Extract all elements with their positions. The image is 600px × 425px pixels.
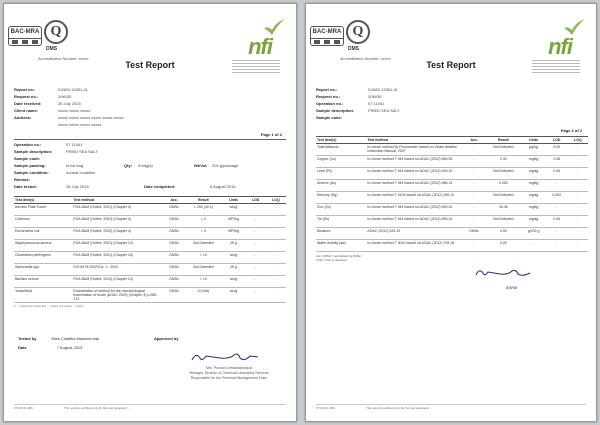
table-cell: FDA-BAM (Online, 2012) (Chapter 14) bbox=[72, 276, 163, 288]
page-number: Page 2 of 2 bbox=[560, 128, 582, 133]
operation-no-value: 07 11041 bbox=[368, 101, 385, 106]
table-cell: - bbox=[546, 228, 568, 240]
table-cell: DMSc bbox=[463, 228, 485, 240]
table-cell: In-house method T 944 based on AOAC (2012) 985.16 bbox=[366, 216, 463, 228]
address-line-2: xxxxx xxxxx xxxxx xxxxx bbox=[58, 122, 102, 127]
footnote-accredited: Acc. DMSc = accredited by DMSc bbox=[316, 254, 362, 258]
table-row bbox=[14, 288, 286, 303]
table-cell: Not Detected bbox=[185, 264, 221, 276]
sample-info-block bbox=[14, 141, 284, 190]
sample-description-label: Sample description: bbox=[14, 149, 53, 154]
table-cell: - bbox=[266, 288, 286, 303]
date-completed-value: 6 August 2015 bbox=[210, 184, 236, 189]
report-title: Test Report bbox=[426, 60, 476, 70]
footer-divider bbox=[14, 404, 286, 405]
page-number: Page 1 of 2 bbox=[260, 132, 282, 137]
table-cell: AOAC (2012) 925.10 bbox=[366, 228, 463, 240]
table-cell: Bacillus cereus bbox=[14, 276, 72, 288]
column-header: Test item(s) bbox=[14, 197, 72, 204]
date-received-label: Date received: bbox=[14, 101, 42, 106]
divider bbox=[14, 139, 286, 140]
report-title: Test Report bbox=[125, 60, 175, 70]
sample-code-label: Sample code: bbox=[14, 156, 41, 161]
table-cell: - bbox=[246, 204, 266, 216]
operation-no-label: Operation no.: bbox=[316, 101, 344, 106]
report-no-value: D1583-13351-01 bbox=[58, 87, 89, 92]
accreditation-number: Accreditation Number: xxxxx bbox=[340, 56, 391, 61]
form-number: FT-RF-01-006 bbox=[14, 406, 33, 410]
table-cell: 0.26 bbox=[485, 240, 521, 252]
date-label: Date bbox=[18, 345, 27, 350]
date-tested-label: Date tested: bbox=[14, 184, 37, 189]
dmsc-logo-label: DMS bbox=[46, 46, 58, 52]
table-cell: - bbox=[463, 144, 485, 156]
table-row bbox=[14, 252, 286, 264]
table-row bbox=[316, 144, 588, 156]
table-cell: - bbox=[246, 240, 266, 252]
table-cell: - bbox=[568, 192, 588, 204]
dmsc-q-logo: Q bbox=[44, 20, 68, 44]
table-cell: µg/kg bbox=[521, 144, 545, 156]
table-cell: DMSc bbox=[163, 240, 185, 252]
table-cell: 10 (est) bbox=[185, 288, 221, 303]
report-info-block bbox=[316, 86, 586, 121]
table-cell: 0.08 bbox=[546, 156, 568, 168]
table-cell: - bbox=[568, 168, 588, 180]
column-header: LOD bbox=[246, 197, 266, 204]
report-no-label: Report no.: bbox=[316, 87, 338, 92]
table-cell: - bbox=[568, 144, 588, 156]
table-cell: 0.002 bbox=[546, 192, 568, 204]
table-row bbox=[316, 216, 588, 228]
bac-mra-logo-text: BAC-MRA bbox=[312, 29, 342, 35]
table-cell: Not Detected bbox=[485, 192, 521, 204]
table-cell: < 10 bbox=[185, 276, 221, 288]
table-cell: - bbox=[463, 168, 485, 180]
table-cell: - bbox=[568, 180, 588, 192]
report-no-value: D1583-13351-01 bbox=[368, 87, 399, 92]
table-cell: - bbox=[266, 252, 286, 264]
table-cell: - bbox=[246, 276, 266, 288]
table-header-row bbox=[14, 197, 286, 204]
table-row bbox=[316, 168, 588, 180]
table-cell: - bbox=[246, 216, 266, 228]
column-header: Test item(s) bbox=[316, 137, 366, 144]
footer-note: The result is certified only for the test sample(s)... bbox=[64, 406, 130, 410]
table-cell: Enumeration of method for the microbiological examination of foods (AOAC 2002) (Chapter 3) p.289-213 bbox=[72, 288, 163, 303]
operation-no-label: Operation no.: bbox=[14, 142, 42, 147]
client-name-value: xxxxx xxxxx xxxxx bbox=[58, 108, 91, 113]
table-cell: Water Activity (aw) bbox=[316, 240, 366, 252]
request-no-label: Request no.: bbox=[14, 94, 39, 99]
table-cell: cfu/g bbox=[222, 276, 246, 288]
table-cell: - bbox=[463, 240, 485, 252]
table-cell: < 10 bbox=[185, 252, 221, 264]
table-cell: 5.00 bbox=[546, 144, 568, 156]
column-header: LOQ bbox=[568, 137, 588, 144]
sample-packing-value: in foil bag bbox=[66, 163, 84, 168]
table-cell: FDA-BAM (Online, 2002) (Chapter 4) bbox=[72, 228, 163, 240]
table-cell: In-house method T 944 based on AOAC (2012) 999.10 bbox=[366, 168, 463, 180]
column-header: Units bbox=[222, 197, 246, 204]
table-row bbox=[14, 276, 286, 288]
table-cell: - bbox=[568, 240, 588, 252]
signature-date: 8/8/58 bbox=[506, 285, 518, 290]
operation-no-value: 07 11041 bbox=[66, 142, 83, 147]
bac-mra-logo bbox=[310, 26, 344, 46]
column-header: LOD bbox=[546, 137, 568, 144]
date-received-value: 26 July 2015 bbox=[58, 101, 81, 106]
table-row bbox=[316, 240, 588, 252]
client-name-label: Client name: bbox=[14, 108, 39, 113]
column-header: Result bbox=[485, 137, 521, 144]
table-cell: Total Aflatoxin bbox=[316, 144, 366, 156]
table-cell: Clostridium perfringens bbox=[14, 252, 72, 264]
table-cell: In-house method by Fluorometer based on Vicam Aflatest Instruction Manual, 2007 bbox=[366, 144, 463, 156]
table-cell: < 3 bbox=[185, 228, 221, 240]
table-cell: - bbox=[246, 252, 266, 264]
table-cell: In-house method T 944 based on AOAC (2012) 969.32 bbox=[366, 204, 463, 216]
table-cell: Moisture bbox=[316, 228, 366, 240]
initials-signature bbox=[474, 266, 534, 282]
report-info-block bbox=[14, 86, 284, 128]
table-cell: 4.90 bbox=[485, 228, 521, 240]
table-cell: In-house method T 9010 based on AOAC (2012) 978.18 bbox=[366, 240, 463, 252]
request-no-label: Request no.: bbox=[316, 94, 341, 99]
tested-by-value: Miss Chalitha Ataamornrap bbox=[51, 336, 100, 341]
table-row bbox=[316, 156, 588, 168]
table-cell: FDA-BAM (Online, 2001) (Chapter 3) bbox=[72, 204, 163, 216]
table-cell: - bbox=[568, 156, 588, 168]
table-cell: Salmonella spp. bbox=[14, 264, 72, 276]
table-cell: Not Detected bbox=[485, 144, 521, 156]
approver-name: Mrs. Poonsri Leelawatcharpai bbox=[205, 366, 253, 370]
table-cell: 0.30 bbox=[485, 156, 521, 168]
bac-mra-logo-text: BAC-MRA bbox=[10, 29, 40, 35]
sample-description-label: Sample description: bbox=[316, 108, 355, 113]
nfi-logo-text: nfi bbox=[248, 34, 272, 59]
nfi-logo bbox=[534, 18, 588, 66]
table-cell: mg/kg bbox=[521, 204, 545, 216]
table-cell: - bbox=[463, 180, 485, 192]
table-cell: Mercury (Hg) bbox=[316, 192, 366, 204]
bac-mra-logo bbox=[8, 26, 42, 46]
table-cell: mg/kg bbox=[521, 216, 545, 228]
table-cell: FDA-BAM (Online, 2001) (Chapter 16) bbox=[72, 252, 163, 264]
table-cell: Escherichia coli bbox=[14, 228, 72, 240]
date-completed-label: Date completed: bbox=[144, 184, 176, 189]
table-cell: - bbox=[521, 240, 545, 252]
table-cell: 0.053 bbox=[485, 180, 521, 192]
sample-code-label: Sample code: bbox=[316, 115, 343, 120]
column-header: LOQ bbox=[266, 197, 286, 204]
table-cell: - bbox=[246, 288, 266, 303]
approver-details bbox=[174, 366, 284, 381]
table-cell: - bbox=[568, 204, 588, 216]
table-cell: - bbox=[568, 228, 588, 240]
table-cell: Not Detected bbox=[485, 168, 521, 180]
table-cell: - bbox=[246, 228, 266, 240]
table-cell: In-house method T 944 based on AOAC (2012) 985.35 bbox=[366, 156, 463, 168]
tested-by-label: Tested by bbox=[18, 336, 37, 341]
table-cell: - bbox=[266, 204, 286, 216]
form-number: FT-RF-01-006 bbox=[316, 406, 335, 410]
table-cell: FDA-BAM (Online, 2002) (Chapter 4) bbox=[72, 216, 163, 228]
table-cell: mg/kg bbox=[521, 156, 545, 168]
table-row bbox=[14, 264, 286, 276]
table-cell: Yeast/Mold bbox=[14, 288, 72, 303]
table-cell: FDA-BAM (Online, 2001) (Chapter 12) bbox=[72, 240, 163, 252]
table-cell: Aerobic Plate Count bbox=[14, 204, 72, 216]
table-cell: - bbox=[546, 240, 568, 252]
address-label: Address: bbox=[14, 115, 32, 120]
report-page-1 bbox=[3, 3, 297, 422]
table-cell: Zinc (Zn) bbox=[316, 204, 366, 216]
sample-description-value: FRIED SEA SALT bbox=[368, 108, 400, 113]
sample-packing-label: Sample packing: bbox=[14, 163, 46, 168]
table-cell: g/100 g bbox=[521, 228, 545, 240]
dmsc-logo-label: DMS bbox=[348, 46, 360, 52]
column-header: Acc. bbox=[463, 137, 485, 144]
dmsc-q-logo: Q bbox=[346, 20, 370, 44]
date-value: 7 August 2015 bbox=[56, 345, 83, 350]
table-cell: DMSc bbox=[163, 228, 185, 240]
table-cell: DMSc bbox=[163, 288, 185, 303]
column-header: Units bbox=[521, 137, 545, 144]
wt-vol-value: 200 g/package bbox=[212, 163, 239, 168]
table-cell: Arsenic (As) bbox=[316, 180, 366, 192]
table-row bbox=[316, 204, 588, 216]
table-cell: DMSc bbox=[163, 264, 185, 276]
table-row bbox=[14, 240, 286, 252]
table-cell: mg/kg bbox=[521, 180, 545, 192]
table-row bbox=[316, 180, 588, 192]
results-table-page-1 bbox=[14, 196, 286, 303]
footnotes bbox=[316, 254, 516, 262]
table-cell: - bbox=[266, 240, 286, 252]
table-cell: - bbox=[546, 180, 568, 192]
table-cell: cfu/g bbox=[222, 204, 246, 216]
approver-title-1: Manager, Division of Chemical Laboratory Services bbox=[189, 371, 269, 375]
table-row bbox=[14, 228, 286, 240]
table-cell: MPN/g bbox=[222, 216, 246, 228]
table-row bbox=[14, 216, 286, 228]
sample-condition-value: normal condition bbox=[66, 170, 96, 175]
table-cell: Copper (Cu) bbox=[316, 156, 366, 168]
table-cell: Not Detected bbox=[485, 216, 521, 228]
results-table-page-2 bbox=[316, 136, 588, 252]
date-tested-value: 28 July 2015 bbox=[66, 184, 89, 189]
table-cell: cfu/g bbox=[222, 288, 246, 303]
table-cell: - bbox=[266, 216, 286, 228]
qty-value: 4 bag(s) bbox=[138, 163, 153, 168]
table-cell: Staphylococcus aureus bbox=[14, 240, 72, 252]
tested-by-block bbox=[18, 334, 100, 352]
table-cell: mg/kg bbox=[521, 168, 545, 180]
table-cell: 0.06 bbox=[546, 168, 568, 180]
table-row bbox=[14, 204, 286, 216]
table-cell: - bbox=[246, 264, 266, 276]
table-cell: DMSc bbox=[163, 252, 185, 264]
table-cell: - bbox=[463, 216, 485, 228]
sample-condition-label: Sample condition: bbox=[14, 170, 49, 175]
table-cell: - bbox=[266, 228, 286, 240]
column-header: Result bbox=[185, 197, 221, 204]
approver-signature bbox=[190, 350, 260, 366]
table-cell: < 250 (40 ±) bbox=[185, 204, 221, 216]
table-cell: mg/kg bbox=[521, 192, 545, 204]
table-cell: Tin (Sn) bbox=[316, 216, 366, 228]
address-value: xxxxx xxxxx xxxxx xxxxx xxxxx xxxxx bbox=[58, 115, 124, 120]
table-cell: Not Detected bbox=[185, 240, 221, 252]
table-cell: 25 g bbox=[222, 240, 246, 252]
accreditation-number: Accreditation Number: xxxxx bbox=[38, 56, 89, 61]
request-no-value: 2/96/30 bbox=[58, 94, 72, 99]
report-no-label: Report no.: bbox=[14, 87, 36, 92]
wt-vol-label: Wt/Vol: bbox=[194, 163, 208, 168]
approved-by-label-block bbox=[154, 334, 178, 343]
table-cell: 0.06 bbox=[546, 216, 568, 228]
table-cell: In-house method T 944 based on AOAC (2012) 986.15 bbox=[366, 180, 463, 192]
column-header: Test method bbox=[72, 197, 163, 204]
footnote-lod: LOD = limit of detection bbox=[316, 258, 348, 262]
table-row bbox=[316, 192, 588, 204]
sample-description-value: FRIED SEA SALT bbox=[66, 149, 98, 154]
table-row bbox=[316, 228, 588, 240]
table-cell: 25 g bbox=[222, 264, 246, 276]
table-cell: ISO 6579:2002/Cor. 1 : 2004 bbox=[72, 264, 163, 276]
table-cell: 18.45 bbox=[485, 204, 521, 216]
approver-title-2: Responsible for the Technical Management Team bbox=[190, 376, 268, 380]
remark-label: Remark: bbox=[14, 177, 31, 182]
table-cell: - bbox=[546, 204, 568, 216]
table-cell: - bbox=[266, 264, 286, 276]
table-cell: < 3 bbox=[185, 216, 221, 228]
table-cell: MPN/g bbox=[222, 228, 246, 240]
table-cell: - bbox=[463, 192, 485, 204]
column-header: Test method bbox=[366, 137, 463, 144]
column-header: Acc. bbox=[163, 197, 185, 204]
request-no-value: 2/96/30 bbox=[368, 94, 382, 99]
report-page-2 bbox=[305, 3, 597, 422]
table-header-row bbox=[316, 137, 588, 144]
qty-label: Qty: bbox=[124, 163, 132, 168]
table-cell: - bbox=[568, 216, 588, 228]
table-cell: Coliforms bbox=[14, 216, 72, 228]
table-cell: - bbox=[266, 276, 286, 288]
footer-note: The result is certified only for the test sample(s)... bbox=[366, 406, 432, 410]
table-cell: - bbox=[463, 204, 485, 216]
table-cell: DMSc bbox=[163, 276, 185, 288]
footer-divider bbox=[316, 404, 586, 405]
table-cell: DMSc bbox=[163, 216, 185, 228]
table-cell: - bbox=[463, 156, 485, 168]
table-cell: DMSc bbox=[163, 204, 185, 216]
footnote: 1 ... xxxxx xxx xxxxx xxx ... xxxxx xxx xxxxx ... xxxxx bbox=[14, 304, 84, 308]
table-cell: In-house method T 9103 based on AOAC (2012) 999.10 bbox=[366, 192, 463, 204]
nfi-logo-text: nfi bbox=[548, 34, 572, 59]
nfi-logo bbox=[234, 18, 288, 66]
table-cell: Lead (Pb) bbox=[316, 168, 366, 180]
table-cell: cfu/g bbox=[222, 252, 246, 264]
approved-by-label: Approved by bbox=[154, 336, 179, 341]
